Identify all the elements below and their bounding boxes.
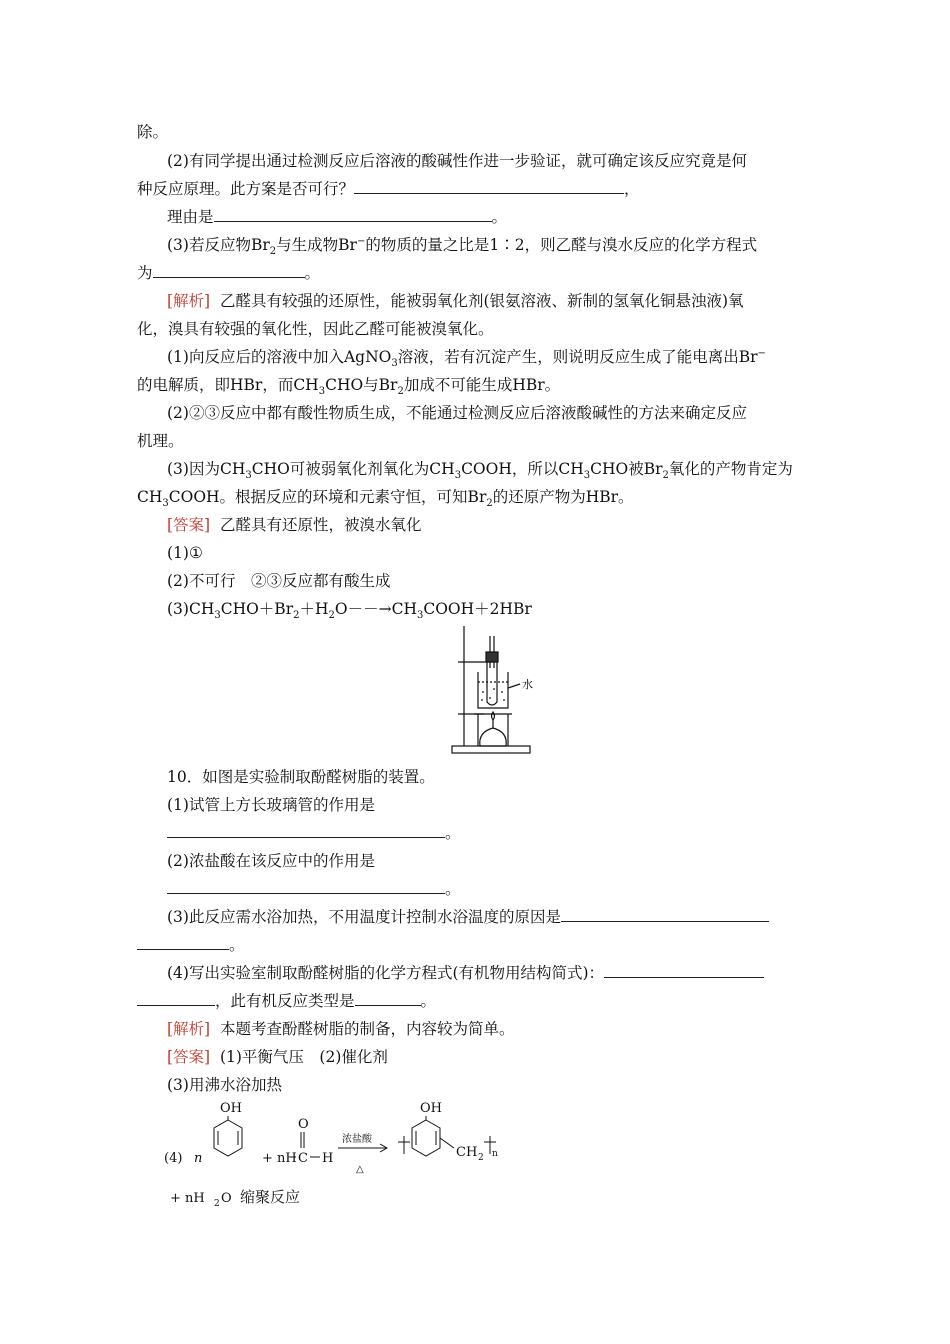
svg-text:2: 2 bbox=[478, 1153, 484, 1163]
svg-text:C: C bbox=[298, 1151, 308, 1166]
analysis-line: [解析] 本题考查酚醛树脂的制备，内容较为简单。 bbox=[167, 1020, 515, 1038]
answer-blank[interactable] bbox=[137, 990, 215, 1006]
answer-blank[interactable] bbox=[355, 990, 421, 1006]
text-line: (1)试管上方长玻璃管的作用是 bbox=[167, 796, 375, 814]
polymerization-equation bbox=[160, 1098, 540, 1210]
svg-text:CH: CH bbox=[456, 1145, 478, 1160]
svg-text:+ nH: + nH bbox=[170, 1191, 205, 1206]
text-line: (2)不可行 ②③反应都有酸生成 bbox=[167, 572, 391, 590]
text-line: 的电解质，即HBr，而$CH_3CHO$与$Br_2$加成不可能生成HBr。 bbox=[137, 376, 561, 398]
analysis-tag: [解析] bbox=[167, 292, 211, 310]
svg-text:(4): (4) bbox=[164, 1151, 183, 1166]
text-line: (1)向反应后的溶液中加入AgNO$_3$溶液，若有沉淀产生，则说明反应生成了能电离出Br− bbox=[167, 347, 766, 370]
text-line: 为 。 bbox=[137, 264, 321, 282]
svg-text:O: O bbox=[221, 1191, 232, 1206]
answer-blank[interactable] bbox=[153, 262, 305, 278]
answer-tag: [答案] bbox=[167, 1048, 211, 1066]
svg-text:n: n bbox=[492, 1149, 498, 1159]
svg-text:H: H bbox=[322, 1151, 334, 1166]
text-line: 理由是 。 bbox=[167, 208, 508, 226]
question-title: 10．如图是实验制取酚醛树脂的装置。 bbox=[167, 768, 435, 786]
svg-text:缩聚反应: 缩聚反应 bbox=[240, 1188, 301, 1206]
answer-line: [答案] (1)平衡气压 (2)催化剂 bbox=[167, 1048, 388, 1066]
text-line: 除。 bbox=[137, 123, 169, 141]
text-line: (2)有同学提出通过检测反应后溶液的酸碱性作进一步验证，就可确定该反应究竟是何 bbox=[167, 152, 747, 170]
text-line: $CH_3COOH$。根据反应的环境和元素守恒，可知$Br_2$的还原产物为HBr。 bbox=[137, 488, 634, 510]
analysis-tag: [解析] bbox=[167, 1020, 211, 1038]
text-line: (4)写出实验室制取酚醛树脂的化学方程式(有机物用结构简式)： bbox=[167, 962, 847, 984]
text-line: 。 bbox=[167, 878, 847, 900]
svg-text:△: △ bbox=[356, 1164, 364, 1175]
svg-text:+ nH: + nH bbox=[262, 1151, 297, 1166]
text-line: 种反应原理。此方案是否可行？ ， bbox=[137, 180, 640, 198]
svg-text:浓盐酸: 浓盐酸 bbox=[342, 1134, 372, 1145]
answer-blank[interactable] bbox=[561, 906, 769, 922]
text-line: 机理。 bbox=[137, 432, 184, 450]
answer-line: [答案] 乙醛具有还原性，被溴水氧化 bbox=[167, 516, 422, 534]
answer-blank[interactable] bbox=[167, 878, 445, 894]
text-line: (2)②③反应中都有酸性物质生成，不能通过检测反应后溶液酸碱性的方法来确定反应 bbox=[167, 404, 747, 422]
text-line: 。 bbox=[167, 822, 847, 844]
text-line: $(3)CH_3CHO+Br_2+H_2O--\to CH_3COOH+2HBr$ bbox=[167, 600, 532, 622]
text-line: (3)因为$CH_3CHO$可被弱氧化剂氧化为$CH_3COOH$，所以$CH_3CHO$被$Br_2$氧化的产物肯定为 bbox=[167, 460, 793, 482]
text-line: 化，溴具有较强的氧化性，因此乙醛可能被溴氧化。 bbox=[137, 320, 494, 338]
svg-text:n: n bbox=[194, 1151, 203, 1166]
answer-blank[interactable] bbox=[354, 178, 624, 194]
answer-blank[interactable] bbox=[167, 822, 445, 838]
text-line: (2)浓盐酸在该反应中的作用是 bbox=[167, 852, 375, 870]
water-label: 水 bbox=[522, 678, 533, 691]
text-line: ，此有机反应类型是 。 bbox=[137, 990, 817, 1012]
text-line: (1)① bbox=[167, 544, 203, 562]
svg-text:O: O bbox=[298, 1117, 309, 1132]
text-line: (3)此反应需水浴加热，不用温度计控制水浴温度的原因是 bbox=[167, 906, 847, 928]
svg-text:OH: OH bbox=[420, 1101, 442, 1116]
svg-text:2: 2 bbox=[214, 1199, 220, 1209]
answer-tag: [答案] bbox=[167, 516, 211, 534]
svg-text:OH: OH bbox=[220, 1101, 242, 1116]
answer-blank[interactable] bbox=[604, 962, 764, 978]
answer-blank[interactable] bbox=[214, 206, 492, 222]
answer-blank[interactable] bbox=[137, 934, 229, 950]
text-line: 。 bbox=[137, 934, 817, 956]
apparatus-figure bbox=[450, 622, 570, 758]
text-line: (3)用沸水浴加热 bbox=[167, 1076, 282, 1094]
analysis-line: [解析] 乙醛具有较强的还原性，能被弱氧化剂(银氨溶液、新制的氢氧化铜悬浊液)氧 bbox=[167, 292, 744, 310]
text-line: (3)若反应物$Br_2$与生成物Br−的物质的量之比是1∶2，则乙醛与溴水反应的化学方程式 bbox=[167, 235, 758, 258]
